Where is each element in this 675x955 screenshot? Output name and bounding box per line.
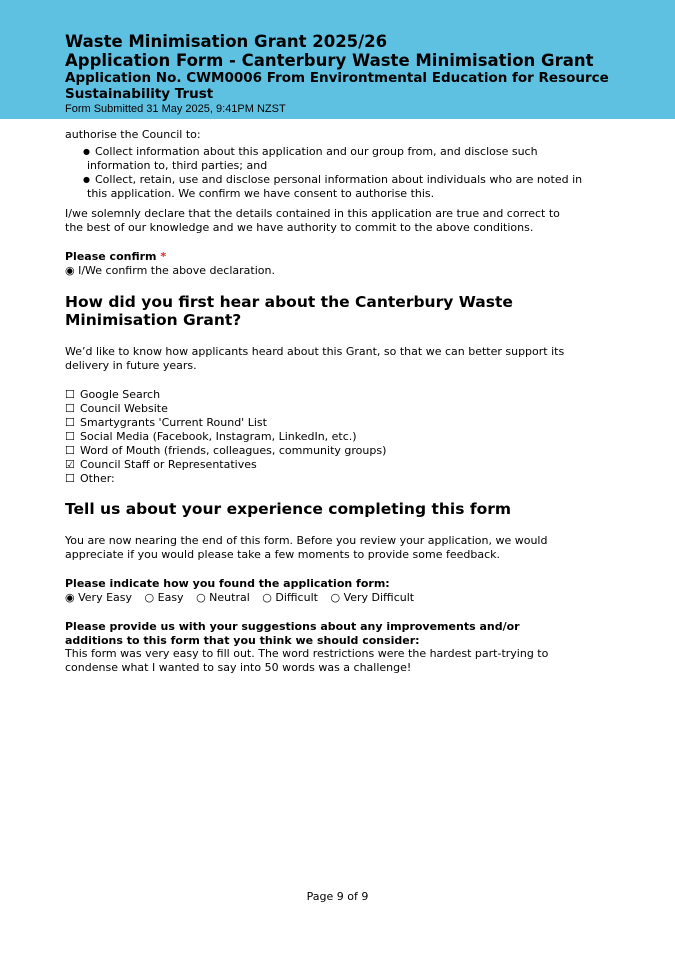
rating-option-difficult[interactable] bbox=[262, 591, 318, 604]
checkbox-icon[interactable]: ☐ bbox=[65, 472, 75, 485]
option-label: Smartygrants 'Current Round' List bbox=[80, 416, 267, 429]
rating-option-label: Neutral bbox=[209, 591, 250, 604]
hear-heading: How did you first hear about the Canterbury Waste bbox=[65, 293, 513, 311]
rating-radio-group bbox=[65, 591, 423, 605]
bullet-icon: ● bbox=[83, 147, 90, 156]
checkbox-icon[interactable]: ☐ bbox=[65, 402, 75, 415]
experience-intro: You are now nearing the end of this form. Before you review your application, we would bbox=[65, 534, 548, 547]
experience-intro-cont: appreciate if you would please take a few moments to provide some feedback. bbox=[65, 548, 501, 561]
checkbox-icon[interactable]: ☐ bbox=[65, 430, 75, 443]
declaration-intro: authorise the Council to: bbox=[65, 128, 201, 141]
radio-selected-icon[interactable]: ◉ bbox=[65, 591, 75, 604]
hear-option-smartygrants[interactable] bbox=[65, 416, 267, 430]
hear-option-other[interactable] bbox=[65, 472, 115, 486]
suggestions-label: Please provide us with your suggestions about any improvements and/or bbox=[65, 620, 520, 633]
form-header bbox=[0, 0, 675, 119]
rating-option-label: Easy bbox=[157, 591, 184, 604]
rating-option-label: Very Easy bbox=[78, 591, 133, 604]
form-subtitle: Application Form - Canterbury Waste Minimisation Grant bbox=[65, 51, 594, 70]
checkbox-icon[interactable]: ☐ bbox=[65, 388, 75, 401]
hear-intro: We’d like to know how applicants heard about this Grant, so that we can better support its bbox=[65, 345, 565, 358]
suggestions-answer: This form was very easy to fill out. The word restrictions were the hardest part-trying to bbox=[65, 647, 549, 660]
hear-intro-cont: delivery in future years. bbox=[65, 359, 197, 372]
suggestions-answer-cont: condense what I wanted to say into 50 words was a challenge! bbox=[65, 661, 412, 674]
application-number: Application No. CWM0006 From Environtmental Education for Resource bbox=[65, 70, 609, 86]
option-label: Council Staff or Representatives bbox=[80, 458, 257, 471]
confirm-label bbox=[65, 250, 166, 264]
required-marker: * bbox=[160, 250, 167, 263]
hear-heading-cont: Minimisation Grant? bbox=[65, 311, 242, 329]
applicant-name: Sustainability Trust bbox=[65, 86, 214, 102]
rating-option-neutral[interactable] bbox=[196, 591, 250, 604]
option-label: Council Website bbox=[80, 402, 168, 415]
hear-option-google[interactable] bbox=[65, 388, 160, 402]
rating-option-label: Difficult bbox=[275, 591, 318, 604]
confirm-radio[interactable] bbox=[65, 264, 275, 278]
declaration-bullet-1-cont: information to, third parties; and bbox=[87, 159, 268, 172]
rating-option-very-easy[interactable] bbox=[65, 591, 132, 604]
option-label: Other: bbox=[80, 472, 115, 485]
declaration-bullet-2: Collect, retain, use and disclose personal information about individuals who are noted in bbox=[95, 173, 583, 186]
rating-option-easy[interactable] bbox=[145, 591, 184, 604]
suggestions-label-cont: additions to this form that you think we should consider: bbox=[65, 634, 420, 647]
grant-title: Waste Minimisation Grant 2025/26 bbox=[65, 32, 388, 51]
radio-icon[interactable]: ○ bbox=[262, 591, 272, 604]
solemn-declaration: I/we solemnly declare that the details contained in this application are true and correct to bbox=[65, 207, 560, 220]
page-number: Page 9 of 9 bbox=[306, 890, 369, 903]
checkbox-checked-icon[interactable]: ☑ bbox=[65, 458, 75, 471]
radio-icon[interactable]: ○ bbox=[330, 591, 341, 604]
hear-option-word-of-mouth[interactable] bbox=[65, 444, 386, 458]
solemn-declaration-cont: the best of our knowledge and we have authority to commit to the above conditions. bbox=[65, 221, 534, 234]
experience-heading: Tell us about your experience completing this form bbox=[65, 500, 512, 518]
radio-selected-icon[interactable]: ◉ bbox=[65, 264, 75, 277]
declaration-bullet-2-cont: this application. We confirm we have consent to authorise this. bbox=[87, 187, 435, 200]
radio-icon[interactable]: ○ bbox=[144, 591, 155, 604]
confirm-option-label: I/We confirm the above declaration. bbox=[78, 264, 275, 277]
confirm-label-text: Please confirm bbox=[65, 250, 157, 263]
bullet-icon: ● bbox=[83, 175, 90, 184]
declaration-bullet-1: Collect information about this application and our group from, and disclose such bbox=[95, 145, 538, 158]
hear-option-council-staff[interactable] bbox=[65, 458, 257, 472]
option-label: Google Search bbox=[80, 388, 161, 401]
rating-option-very-difficult[interactable] bbox=[330, 591, 414, 604]
rating-label: Please indicate how you found the application form: bbox=[65, 577, 390, 590]
submitted-timestamp: Form Submitted 31 May 2025, 9:41PM NZST bbox=[65, 103, 286, 115]
rating-option-label: Very Difficult bbox=[343, 591, 415, 604]
checkbox-icon[interactable]: ☐ bbox=[65, 416, 75, 429]
radio-icon[interactable]: ○ bbox=[196, 591, 206, 604]
option-label: Word of Mouth (friends, colleagues, community groups) bbox=[80, 444, 387, 457]
option-label: Social Media (Facebook, Instagram, LinkedIn, etc.) bbox=[80, 430, 357, 443]
hear-option-social-media[interactable] bbox=[65, 430, 357, 444]
checkbox-icon[interactable]: ☐ bbox=[65, 444, 75, 457]
hear-option-council-website[interactable] bbox=[65, 402, 168, 416]
